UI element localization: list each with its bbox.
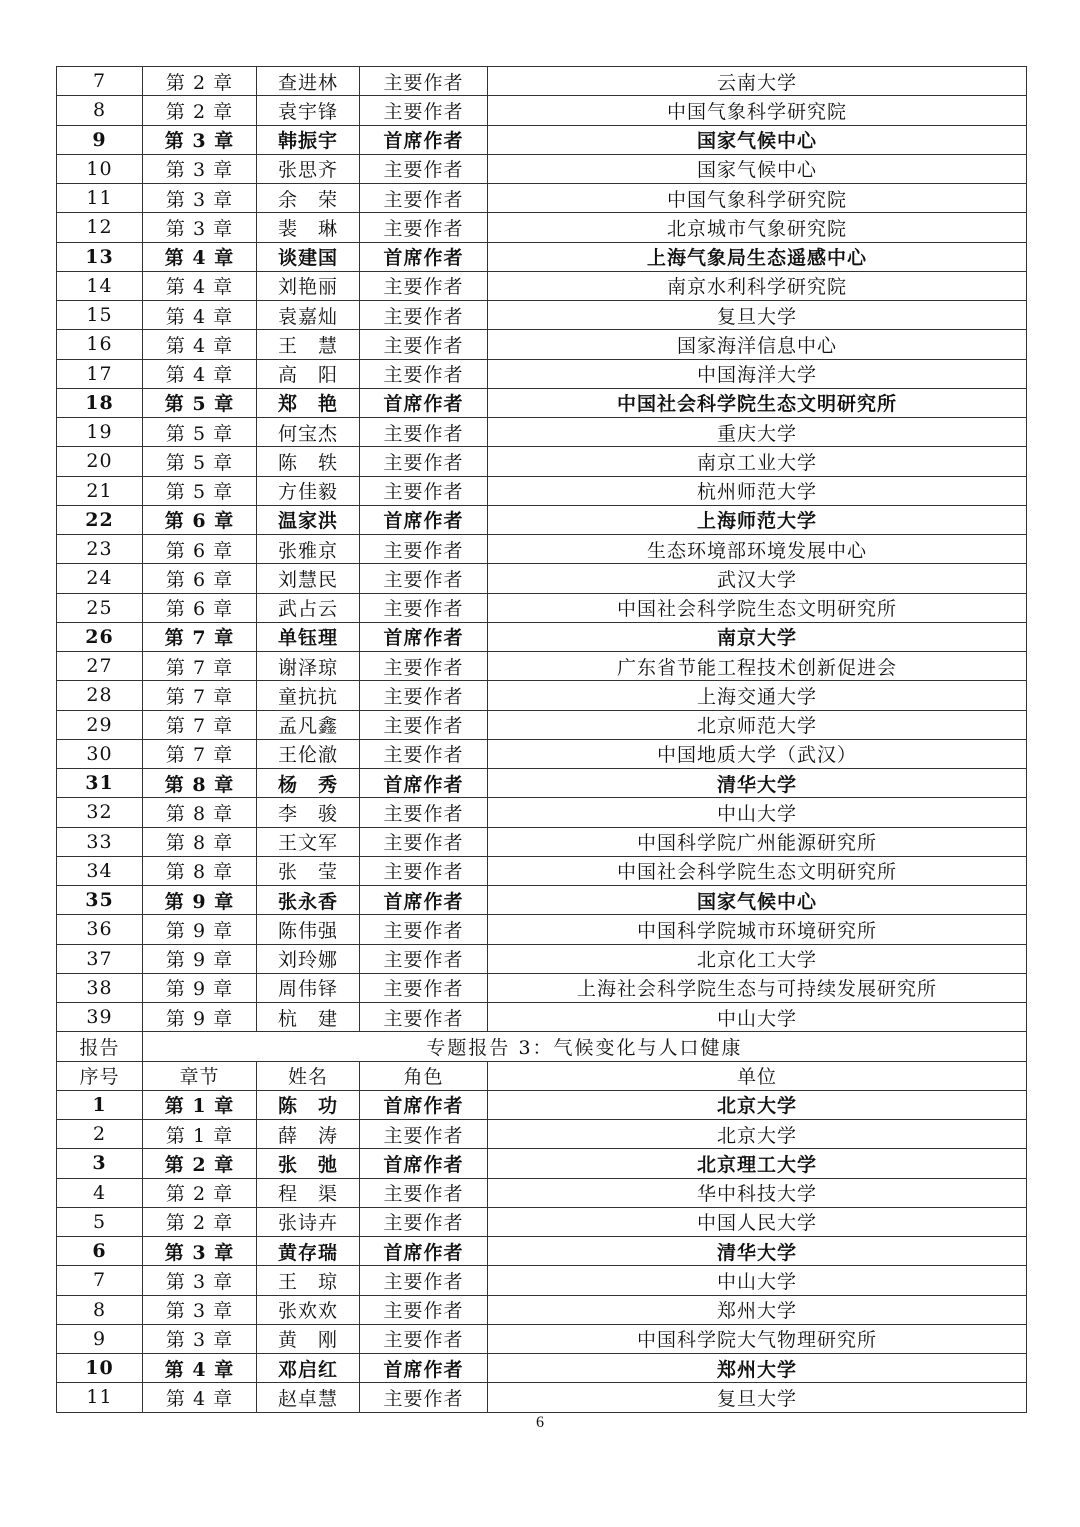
- cell-no: 25: [57, 593, 143, 622]
- cell-no: 38: [57, 973, 143, 1002]
- cell-role: 主要作者: [360, 476, 488, 505]
- cell-chapter: 第 9 章: [143, 915, 257, 944]
- cell-unit: 国家海洋信息中心: [488, 330, 1027, 359]
- cell-no: 35: [57, 886, 143, 915]
- cell-name: 张永香: [257, 886, 360, 915]
- cell-unit: 广东省节能工程技术创新促进会: [488, 652, 1027, 681]
- cell-unit: 上海社会科学院生态与可持续发展研究所: [488, 973, 1027, 1002]
- cell-name: 孟凡鑫: [257, 710, 360, 739]
- table-row: [57, 1295, 1027, 1324]
- cell-unit: 郑州大学: [488, 1354, 1027, 1383]
- cell-unit: 中国气象科学研究院: [488, 96, 1027, 125]
- cell-unit: 国家气候中心: [488, 886, 1027, 915]
- cell-role: 主要作者: [360, 593, 488, 622]
- cell-chapter: 第 3 章: [143, 154, 257, 183]
- cell-no: 27: [57, 652, 143, 681]
- table-row: [57, 739, 1027, 768]
- cell-role: 主要作者: [360, 856, 488, 885]
- cell-role: 首席作者: [360, 886, 488, 915]
- cell-name: 余 荣: [257, 184, 360, 213]
- cell-unit: 重庆大学: [488, 418, 1027, 447]
- cell-no: 21: [57, 476, 143, 505]
- cell-chapter: 第 7 章: [143, 681, 257, 710]
- cell-no: 8: [57, 1295, 143, 1324]
- cell-unit: 中山大学: [488, 1003, 1027, 1032]
- cell-name: 杨 秀: [257, 769, 360, 798]
- cell-chapter: 第 2 章: [143, 96, 257, 125]
- cell-chapter: 第 8 章: [143, 856, 257, 885]
- cell-role: 主要作者: [360, 359, 488, 388]
- cell-unit: 郑州大学: [488, 1295, 1027, 1324]
- cell-name: 邓启红: [257, 1354, 360, 1383]
- cell-no: 11: [57, 184, 143, 213]
- cell-chapter: 第 6 章: [143, 535, 257, 564]
- cell-role: 主要作者: [360, 1295, 488, 1324]
- cell-name: 王文军: [257, 827, 360, 856]
- cell-chapter: 第 9 章: [143, 1003, 257, 1032]
- cell-role: 主要作者: [360, 944, 488, 973]
- cell-chapter: 第 5 章: [143, 476, 257, 505]
- cell-chapter: 第 5 章: [143, 388, 257, 417]
- cell-name: 王 琼: [257, 1266, 360, 1295]
- cell-no: 37: [57, 944, 143, 973]
- cell-name: 温家洪: [257, 505, 360, 534]
- table-row: [57, 1383, 1027, 1412]
- cell-unit: 上海气象局生态遥感中心: [488, 242, 1027, 271]
- table-row: [57, 681, 1027, 710]
- cell-name: 黄存瑞: [257, 1237, 360, 1266]
- cell-unit: 北京师范大学: [488, 710, 1027, 739]
- cell-chapter: 第 1 章: [143, 1120, 257, 1149]
- cell-chapter: 第 4 章: [143, 1354, 257, 1383]
- cell-unit: 国家气候中心: [488, 125, 1027, 154]
- cell-no: 18: [57, 388, 143, 417]
- cell-role: 主要作者: [360, 271, 488, 300]
- table-row: [57, 1003, 1027, 1032]
- table-row: [57, 886, 1027, 915]
- cell-name: 张雅京: [257, 535, 360, 564]
- table-row: [57, 184, 1027, 213]
- cell-unit: 云南大学: [488, 67, 1027, 96]
- cell-name: 单钰理: [257, 622, 360, 651]
- cell-role: 首席作者: [360, 1090, 488, 1119]
- table-row: [57, 1266, 1027, 1295]
- cell-chapter: 第 3 章: [143, 1324, 257, 1353]
- cell-no: 29: [57, 710, 143, 739]
- table-row: [57, 447, 1027, 476]
- table-row: [57, 622, 1027, 651]
- cell-chapter: 第 8 章: [143, 769, 257, 798]
- cell-no: 17: [57, 359, 143, 388]
- cell-no: 26: [57, 622, 143, 651]
- cell-no: 2: [57, 1120, 143, 1149]
- header-role: 角色: [360, 1061, 488, 1090]
- cell-role: 主要作者: [360, 915, 488, 944]
- cell-role: 主要作者: [360, 535, 488, 564]
- cell-unit: 杭州师范大学: [488, 476, 1027, 505]
- table-row: [57, 652, 1027, 681]
- table-row: [57, 1090, 1027, 1119]
- table-row: [57, 593, 1027, 622]
- cell-name: 袁宇锋: [257, 96, 360, 125]
- header-no: 序号: [57, 1061, 143, 1090]
- table-row: [57, 1237, 1027, 1266]
- cell-role: 主要作者: [360, 1207, 488, 1236]
- cell-name: 查进林: [257, 67, 360, 96]
- cell-chapter: 第 9 章: [143, 973, 257, 1002]
- cell-role: 主要作者: [360, 652, 488, 681]
- cell-name: 高 阳: [257, 359, 360, 388]
- cell-chapter: 第 4 章: [143, 271, 257, 300]
- cell-no: 6: [57, 1237, 143, 1266]
- cell-name: 张诗卉: [257, 1207, 360, 1236]
- cell-no: 20: [57, 447, 143, 476]
- cell-chapter: 第 4 章: [143, 1383, 257, 1412]
- cell-no: 10: [57, 1354, 143, 1383]
- cell-no: 22: [57, 505, 143, 534]
- table-row: [57, 154, 1027, 183]
- table-row: [57, 535, 1027, 564]
- cell-no: 10: [57, 154, 143, 183]
- cell-role: 主要作者: [360, 681, 488, 710]
- header-name: 姓名: [257, 1061, 360, 1090]
- page-number: 6: [536, 1414, 544, 1431]
- cell-role: 首席作者: [360, 622, 488, 651]
- authors-table-bottom: [57, 1090, 1027, 1412]
- cell-unit: 南京水利科学研究院: [488, 271, 1027, 300]
- cell-name: 刘玲娜: [257, 944, 360, 973]
- cell-chapter: 第 2 章: [143, 1207, 257, 1236]
- cell-no: 14: [57, 271, 143, 300]
- cell-chapter: 第 3 章: [143, 1237, 257, 1266]
- table-row: [57, 125, 1027, 154]
- table-row: [57, 710, 1027, 739]
- cell-no: 4: [57, 1178, 143, 1207]
- cell-role: 主要作者: [360, 1383, 488, 1412]
- table-row: [57, 564, 1027, 593]
- table-row: [57, 301, 1027, 330]
- cell-unit: 清华大学: [488, 1237, 1027, 1266]
- cell-role: 主要作者: [360, 184, 488, 213]
- cell-role: 主要作者: [360, 330, 488, 359]
- cell-chapter: 第 6 章: [143, 564, 257, 593]
- header-row: [57, 1061, 1027, 1090]
- cell-role: 首席作者: [360, 505, 488, 534]
- table-row: [57, 944, 1027, 973]
- cell-no: 33: [57, 827, 143, 856]
- cell-chapter: 第 3 章: [143, 1266, 257, 1295]
- table-row: [57, 96, 1027, 125]
- cell-name: 薛 涛: [257, 1120, 360, 1149]
- cell-chapter: 第 1 章: [143, 1090, 257, 1119]
- cell-no: 8: [57, 96, 143, 125]
- cell-unit: 中国社会科学院生态文明研究所: [488, 856, 1027, 885]
- cell-chapter: 第 4 章: [143, 242, 257, 271]
- cell-role: 主要作者: [360, 67, 488, 96]
- cell-unit: 国家气候中心: [488, 154, 1027, 183]
- cell-unit: 南京工业大学: [488, 447, 1027, 476]
- report-title-row: [57, 1032, 1027, 1061]
- cell-no: 7: [57, 67, 143, 96]
- cell-no: 36: [57, 915, 143, 944]
- cell-no: 1: [57, 1090, 143, 1119]
- authors-table: [56, 66, 1027, 1413]
- cell-name: 王伦澈: [257, 739, 360, 768]
- cell-no: 7: [57, 1266, 143, 1295]
- table-row: [57, 330, 1027, 359]
- table-row: [57, 827, 1027, 856]
- cell-chapter: 第 4 章: [143, 359, 257, 388]
- cell-unit: 上海交通大学: [488, 681, 1027, 710]
- cell-name: 童抗抗: [257, 681, 360, 710]
- cell-unit: 北京城市气象研究院: [488, 213, 1027, 242]
- cell-unit: 北京理工大学: [488, 1149, 1027, 1178]
- cell-no: 23: [57, 535, 143, 564]
- cell-unit: 北京大学: [488, 1090, 1027, 1119]
- table-row: [57, 1354, 1027, 1383]
- report-label: 报告: [57, 1032, 143, 1061]
- cell-role: 主要作者: [360, 1003, 488, 1032]
- cell-name: 何宝杰: [257, 418, 360, 447]
- table-row: [57, 213, 1027, 242]
- cell-role: 首席作者: [360, 769, 488, 798]
- table-row: [57, 915, 1027, 944]
- cell-unit: 中国科学院广州能源研究所: [488, 827, 1027, 856]
- cell-no: 24: [57, 564, 143, 593]
- cell-chapter: 第 3 章: [143, 1295, 257, 1324]
- cell-chapter: 第 2 章: [143, 1149, 257, 1178]
- cell-role: 主要作者: [360, 96, 488, 125]
- cell-chapter: 第 5 章: [143, 447, 257, 476]
- cell-role: 主要作者: [360, 418, 488, 447]
- cell-no: 32: [57, 798, 143, 827]
- cell-role: 首席作者: [360, 1354, 488, 1383]
- table-row: [57, 798, 1027, 827]
- cell-role: 主要作者: [360, 1178, 488, 1207]
- cell-name: 陈 轶: [257, 447, 360, 476]
- cell-no: 31: [57, 769, 143, 798]
- cell-role: 主要作者: [360, 154, 488, 183]
- table-row: [57, 271, 1027, 300]
- cell-name: 裴 琳: [257, 213, 360, 242]
- cell-unit: 中国社会科学院生态文明研究所: [488, 388, 1027, 417]
- table-row: [57, 505, 1027, 534]
- cell-chapter: 第 3 章: [143, 213, 257, 242]
- cell-chapter: 第 8 章: [143, 798, 257, 827]
- cell-no: 13: [57, 242, 143, 271]
- table-row: [57, 67, 1027, 96]
- cell-role: 主要作者: [360, 1324, 488, 1353]
- cell-role: 主要作者: [360, 710, 488, 739]
- cell-unit: 复旦大学: [488, 301, 1027, 330]
- cell-no: 30: [57, 739, 143, 768]
- cell-unit: 南京大学: [488, 622, 1027, 651]
- cell-unit: 中国人民大学: [488, 1207, 1027, 1236]
- cell-name: 周伟铎: [257, 973, 360, 1002]
- cell-role: 主要作者: [360, 1266, 488, 1295]
- cell-name: 谈建国: [257, 242, 360, 271]
- cell-name: 张 莹: [257, 856, 360, 885]
- cell-role: 主要作者: [360, 301, 488, 330]
- cell-name: 王 慧: [257, 330, 360, 359]
- cell-name: 杭 建: [257, 1003, 360, 1032]
- cell-chapter: 第 9 章: [143, 944, 257, 973]
- cell-unit: 复旦大学: [488, 1383, 1027, 1412]
- cell-no: 12: [57, 213, 143, 242]
- cell-chapter: 第 7 章: [143, 652, 257, 681]
- cell-unit: 中国科学院城市环境研究所: [488, 915, 1027, 944]
- table-row: [57, 476, 1027, 505]
- cell-chapter: 第 7 章: [143, 622, 257, 651]
- cell-name: 李 骏: [257, 798, 360, 827]
- cell-unit: 中国地质大学（武汉）: [488, 739, 1027, 768]
- cell-unit: 中山大学: [488, 798, 1027, 827]
- cell-name: 武占云: [257, 593, 360, 622]
- cell-unit: 清华大学: [488, 769, 1027, 798]
- cell-name: 袁嘉灿: [257, 301, 360, 330]
- cell-chapter: 第 7 章: [143, 739, 257, 768]
- cell-role: 首席作者: [360, 125, 488, 154]
- table-row: [57, 418, 1027, 447]
- cell-chapter: 第 2 章: [143, 1178, 257, 1207]
- cell-chapter: 第 4 章: [143, 301, 257, 330]
- cell-chapter: 第 6 章: [143, 593, 257, 622]
- cell-unit: 北京大学: [488, 1120, 1027, 1149]
- table-row: [57, 1178, 1027, 1207]
- cell-chapter: 第 8 章: [143, 827, 257, 856]
- cell-no: 11: [57, 1383, 143, 1412]
- cell-role: 首席作者: [360, 388, 488, 417]
- cell-no: 15: [57, 301, 143, 330]
- cell-unit: 上海师范大学: [488, 505, 1027, 534]
- cell-name: 刘慧民: [257, 564, 360, 593]
- cell-name: 张 弛: [257, 1149, 360, 1178]
- cell-role: 主要作者: [360, 827, 488, 856]
- cell-chapter: 第 3 章: [143, 184, 257, 213]
- table-row: [57, 856, 1027, 885]
- cell-chapter: 第 4 章: [143, 330, 257, 359]
- table-row: [57, 242, 1027, 271]
- cell-name: 陈伟强: [257, 915, 360, 944]
- cell-role: 首席作者: [360, 242, 488, 271]
- table-row: [57, 973, 1027, 1002]
- cell-no: 34: [57, 856, 143, 885]
- cell-no: 16: [57, 330, 143, 359]
- table-row: [57, 1207, 1027, 1236]
- cell-chapter: 第 5 章: [143, 418, 257, 447]
- authors-table-top: [57, 67, 1027, 1032]
- table-row: [57, 388, 1027, 417]
- cell-name: 陈 功: [257, 1090, 360, 1119]
- cell-no: 19: [57, 418, 143, 447]
- table-row: [57, 1149, 1027, 1178]
- report-section-header: [57, 1032, 1027, 1091]
- cell-unit: 北京化工大学: [488, 944, 1027, 973]
- cell-unit: 中国社会科学院生态文明研究所: [488, 593, 1027, 622]
- cell-role: 主要作者: [360, 447, 488, 476]
- cell-unit: 中国气象科学研究院: [488, 184, 1027, 213]
- cell-unit: 华中科技大学: [488, 1178, 1027, 1207]
- table-row: [57, 359, 1027, 388]
- cell-name: 韩振宇: [257, 125, 360, 154]
- cell-role: 主要作者: [360, 1120, 488, 1149]
- header-unit: 单位: [488, 1061, 1027, 1090]
- cell-name: 程 渠: [257, 1178, 360, 1207]
- cell-chapter: 第 7 章: [143, 710, 257, 739]
- cell-name: 张思齐: [257, 154, 360, 183]
- cell-role: 首席作者: [360, 1149, 488, 1178]
- cell-role: 主要作者: [360, 739, 488, 768]
- cell-name: 方佳毅: [257, 476, 360, 505]
- cell-unit: 中国科学院大气物理研究所: [488, 1324, 1027, 1353]
- cell-role: 主要作者: [360, 213, 488, 242]
- cell-name: 郑 艳: [257, 388, 360, 417]
- table-row: [57, 769, 1027, 798]
- cell-chapter: 第 6 章: [143, 505, 257, 534]
- table-row: [57, 1324, 1027, 1353]
- cell-chapter: 第 3 章: [143, 125, 257, 154]
- cell-no: 9: [57, 1324, 143, 1353]
- cell-role: 主要作者: [360, 798, 488, 827]
- cell-no: 9: [57, 125, 143, 154]
- cell-chapter: 第 9 章: [143, 886, 257, 915]
- header-chapter: 章节: [143, 1061, 257, 1090]
- cell-role: 首席作者: [360, 1237, 488, 1266]
- cell-name: 赵卓慧: [257, 1383, 360, 1412]
- cell-unit: 生态环境部环境发展中心: [488, 535, 1027, 564]
- report-title: 专题报告 3：气候变化与人口健康: [143, 1032, 1027, 1061]
- cell-role: 主要作者: [360, 973, 488, 1002]
- cell-no: 39: [57, 1003, 143, 1032]
- table-row: [57, 1120, 1027, 1149]
- cell-unit: 中山大学: [488, 1266, 1027, 1295]
- cell-no: 28: [57, 681, 143, 710]
- cell-name: 刘艳丽: [257, 271, 360, 300]
- cell-role: 主要作者: [360, 564, 488, 593]
- cell-name: 黄 刚: [257, 1324, 360, 1353]
- cell-unit: 中国海洋大学: [488, 359, 1027, 388]
- cell-name: 谢泽琼: [257, 652, 360, 681]
- cell-no: 3: [57, 1149, 143, 1178]
- cell-chapter: 第 2 章: [143, 67, 257, 96]
- cell-unit: 武汉大学: [488, 564, 1027, 593]
- cell-name: 张欢欢: [257, 1295, 360, 1324]
- cell-no: 5: [57, 1207, 143, 1236]
